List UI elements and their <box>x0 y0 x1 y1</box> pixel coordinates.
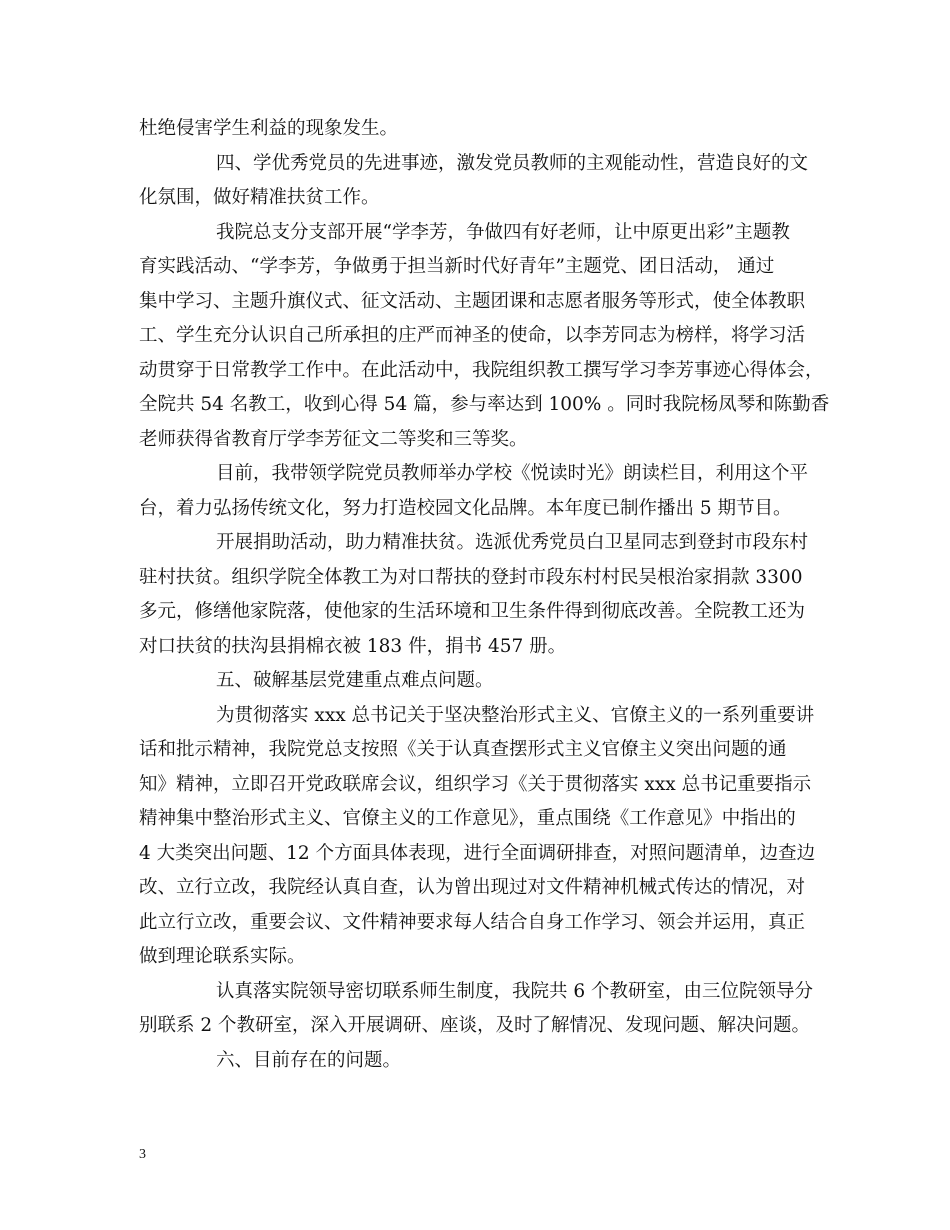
text-line-content: 五、破解基层党建重点难点问题。 <box>216 670 494 691</box>
text-line-content: 精神集中整治形式主义、官僚主义的工作意见》，重点围绕《工作意见》中指出的 <box>139 808 796 829</box>
text-line-content: 多元，修缮他家院落，使他家的生活环境和卫生条件得到彻底改善。全院教工还为 <box>139 601 806 622</box>
text-line-content: 做到理论联系实际。 <box>139 946 306 967</box>
text-line-content: 六、目前存在的问题。 <box>216 1049 402 1071</box>
text-line-content: 动贯穿于日常教学工作中。在此活动中，我院组织教工撰写学习李芳事迹心得体会， <box>139 359 824 381</box>
text-line-content: 改、立行立改，我院经认真自查，认为曾出现过对文件精神机械式传达的情况，对 <box>139 877 806 898</box>
text-line-content: 台，着力弘扬传统文化，努力打造校园文化品牌。本年度已制作播出 5 期节目。 <box>139 497 792 519</box>
text-line-content: 目前，我带领学院党员教师举办学校《悦读时光》朗读栏目，利用这个平 <box>216 463 809 484</box>
text-line-content: 别联系 2 个教研室，深入开展调研、座谈，及时了解情况、发现问题、解决问题。 <box>139 1015 811 1036</box>
text-line-content: 驻村扶贫。组织学院全体教工为对口帮扶的登封市段东村村民吴根治家捐款 3300 <box>139 566 803 588</box>
text-line-content: 知》精神，立即召开党政联席会议，组织学习《关于贯彻落实 xxx 总书记重要指示 <box>139 773 812 795</box>
text-line-content: 为贯彻落实 xxx 总书记关于坚决整治形式主义、官僚主义的一系列重要讲 <box>216 704 815 726</box>
text-line-content: 四、学优秀党员的先进事迹，激发党员教师的主观能动性，营造良好的文 <box>216 152 809 174</box>
text-line-content: 全院共 54 名教工，收到心得 54 篇，参与率达到 100% 。同时我院杨凤琴和陈勤香 <box>139 394 830 415</box>
page-number: 3 <box>139 1147 146 1162</box>
text-line-content: 育实践活动、“学李芳，争做勇于担当新时代好青年”主题党、团日活动， 通过 <box>139 256 775 277</box>
text-line-content: 话和批示精神，我院党总支按照《关于认真查摆形式主义官僚主义突出问题的通 <box>139 739 787 760</box>
text-line-content: 对口扶贫的扶沟县捐棉衣被 183 件，捐书 457 册。 <box>139 635 567 657</box>
text-line-content: 工、学生充分认识自己所承担的庄严而神圣的使命，以李芳同志为榜样，将学习活 <box>139 325 806 346</box>
text-line-content: 开展捐助活动，助力精准扶贫。选派优秀党员白卫星同志到登封市段东村 <box>216 532 809 553</box>
text-line-content: 集中学习、主题升旗仪式、征文活动、主题团课和志愿者服务等形式，使全体教职 <box>139 290 806 312</box>
text-line-content: 化氛围，做好精准扶贫工作。 <box>139 187 380 208</box>
text-line-content: 我院总支分支部开展“学李芳，争做四有好老师，让中原更出彩”主题教 <box>216 221 790 243</box>
text-line-content: 老师获得省教育厅学李芳征文二等奖和三等奖。 <box>139 428 528 450</box>
text-line-content: 杜绝侵害学生利益的现象发生。 <box>139 118 399 139</box>
text-line-content: 此立行立改，重要会议、文件精神要求每人结合自身工作学习、领会并运用，真正 <box>139 911 806 933</box>
text-line-content: 认真落实院领导密切联系师生制度，我院共 6 个教研室，由三位院领导分 <box>216 980 814 1002</box>
text-line-content: 4 大类突出问题、12 个方面具体表现，进行全面调研排查，对照问题清单，边查边 <box>139 842 816 864</box>
